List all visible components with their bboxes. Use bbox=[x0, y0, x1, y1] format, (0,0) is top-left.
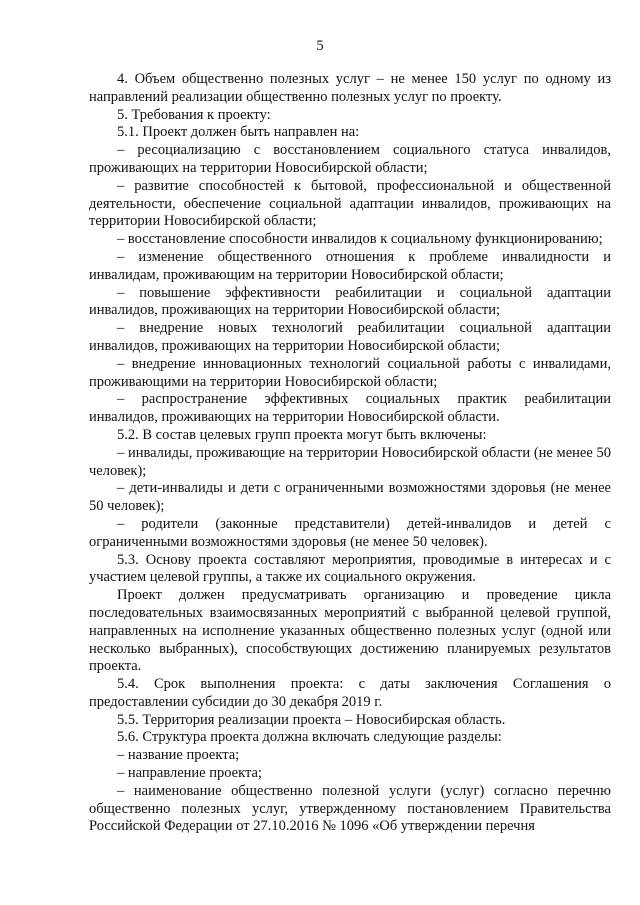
list-item: – направление проекта; bbox=[117, 765, 262, 782]
list-item: – развитие способностей к бытовой, профессиональной и общественной деятельности, обеспечение социальной адаптации инвалидов, проживающих на территории Новосибирской области; bbox=[89, 177, 611, 230]
list-item: – внедрение инновационных технологий социальной работы с инвалидами, проживающими на территории Новосибирской области; bbox=[89, 355, 611, 390]
list-item: – дети-инвалиды и дети с ограниченными возможностями здоровья (не менее 50 человек); bbox=[89, 480, 611, 515]
list-item: – распространение эффективных социальных практик реабилитации инвалидов, проживающих на территории Новосибирской области. bbox=[89, 391, 611, 426]
list-item: – изменение общественного отношения к проблеме инвалидности и инвалидам, проживающим на территории Новосибирской области; bbox=[89, 248, 611, 283]
document-body bbox=[89, 71, 611, 836]
page-number: 5 bbox=[316, 38, 324, 54]
list-item: – родители (законные представители) детей-инвалидов и детей с ограниченными возможностями здоровья (не менее 50 человек). bbox=[89, 515, 611, 550]
paragraph-5-6-heading: 5.6. Структура проекта должна включать следующие разделы: bbox=[117, 729, 502, 746]
paragraph-5-4: 5.4. Срок выполнения проекта: с даты заключения Соглашения о предоставлении субсидии до 30 декабря 2019 г. bbox=[89, 676, 611, 710]
list-item: – наименование общественно полезной услуги (услуг) согласно перечню общественно полезных услуг, утвержденному постановлением Правительства Российской Федерации от 27.10.2016 № 1096 «Об утверждении перечня bbox=[89, 782, 611, 835]
paragraph-project-cycle: Проект должен предусматривать организацию и проведение цикла последовательных взаимосвязанных мероприятий с выбранной целевой группой, направленных на исполнение указанных общественно полезных услуг (одной или несколько выбранных), способствующих достижению планируемых результатов проекта. bbox=[89, 587, 611, 675]
list-item: – название проекта; bbox=[117, 747, 240, 764]
list-item: – восстановление способности инвалидов к социальному функционированию; bbox=[117, 231, 603, 248]
list-item: – повышение эффективности реабилитации и социальной адаптации инвалидов, проживающих на территории Новосибирской области; bbox=[89, 284, 611, 319]
list-item: – инвалиды, проживающие на территории Новосибирской области (не менее 50 человек); bbox=[89, 444, 611, 479]
paragraph-5-1-heading: 5.1. Проект должен быть направлен на: bbox=[117, 124, 360, 141]
list-item: – ресоциализацию с восстановлением социального статуса инвалидов, проживающих на территории Новосибирской области; bbox=[89, 142, 611, 176]
paragraph-4-volume: 4. Объем общественно полезных услуг – не менее 150 услуг по одному из направлений реализации общественно полезных услуг по проекту. bbox=[89, 71, 611, 105]
paragraph-5-3: 5.3. Основу проекта составляют мероприятия, проводимые в интересах и с участием целевой группы, а также их социального окружения. bbox=[89, 551, 611, 586]
paragraph-5-requirements: 5. Требования к проекту: bbox=[117, 106, 271, 123]
list-item: – внедрение новых технологий реабилитации социальной адаптации инвалидов, проживающих на территории Новосибирской области; bbox=[89, 320, 611, 354]
paragraph-5-2-heading: 5.2. В состав целевых групп проекта могут быть включены: bbox=[117, 426, 487, 443]
paragraph-5-5: 5.5. Территория реализации проекта – Новосибирская область. bbox=[117, 711, 506, 728]
